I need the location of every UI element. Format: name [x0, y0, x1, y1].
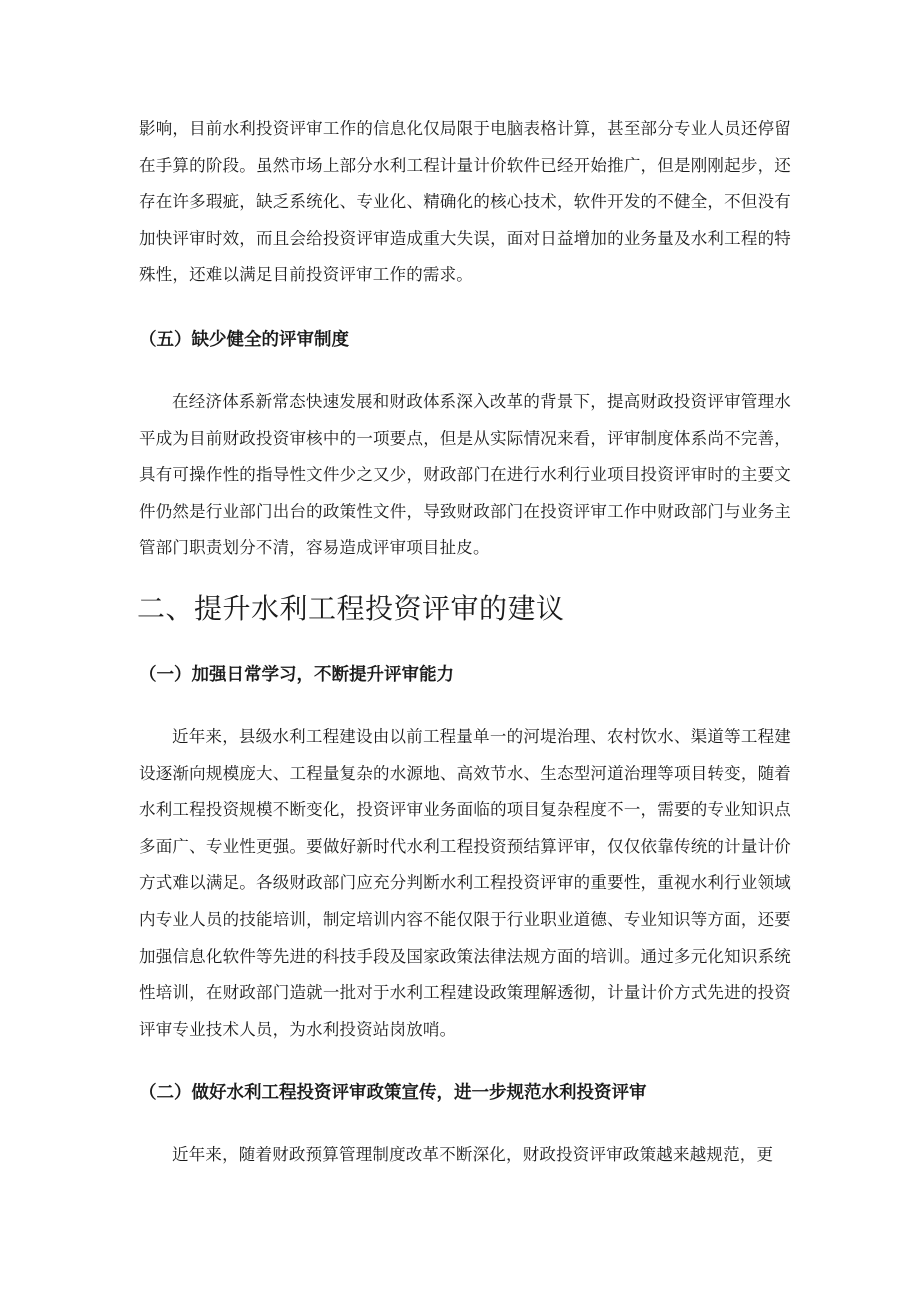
paragraph-informatization: 影响，目前水利投资评审工作的信息化仅局限于电脑表格计算，甚至部分专业人员还停留在手算的阶段。虽然市场上部分水利工程计量计价软件已经开始推广，但是刚刚起步，还存在许多瑕疵，缺乏系统化、专业化、精确化的核心技术，软件开发的不健全，不但没有加快评审时效，而且会给投资评审造成重大失误，面对日益增加的业务量及水利工程的特殊性，还难以满足目前投资评审工作的需求。 — [139, 119, 791, 285]
paragraph-daily-learning: 近年来，县级水利工程建设由以前工程量单一的河堤治理、农村饮水、渠道等工程建设逐渐向规模庞大、工程量复杂的水源地、高效节水、生态型河道治理等项目转变，随着水利工程投资规模不断变化，投资评审业务面临的项目复杂程度不一，需要的专业知识点多面广、专业性更强。要做好新时代水利工程投资预结算评审，仅仅依靠传统的计量计价方式难以满足。各级财政部门应充分判断水利工程投资评审的重要性，重视水利行业领域内专业人员的技能培训，制定培训内容不能仅限于行业职业道德、专业知识等方面，还要加强信息化软件等先进的科技手段及国家政策法律法规方面的培训。通过多元化知识系统性培训，在财政部门造就一批对于水利工程建设政策理解透彻，计量计价方式先进的投资评审专业技术人员，为水利投资站岗放哨。 — [139, 727, 791, 1039]
subheading-one-daily-learning: （一）加强日常学习，不断提升评审能力 — [139, 665, 454, 685]
section-heading-two: 二、提升水利工程投资评审的建议 — [137, 592, 565, 625]
subheading-two-policy-publicity: （二）做好水利工程投资评审政策宣传，进一步规范水利投资评审 — [139, 1083, 647, 1103]
subheading-five-review-system: （五）缺少健全的评审制度 — [139, 330, 349, 350]
paragraph-review-system: 在经济体系新常态快速发展和财政体系深入改革的背景下，提高财政投资评审管理水平成为目前财政投资审核中的一项要点，但是从实际情况来看，评审制度体系尚不完善，具有可操作性的指导性文件少之又少，财政部门在进行水利行业项目投资评审时的主要文件仍然是行业部门出台的政策性文件，导致财政部门在投资评审工作中财政部门与业务主管部门职责划分不清，容易造成评审项目扯皮。 — [139, 392, 791, 558]
paragraph-policy-publicity: 近年来，随着财政预算管理制度改革不断深化，财政投资评审政策越来越规范，更 — [172, 1145, 774, 1164]
